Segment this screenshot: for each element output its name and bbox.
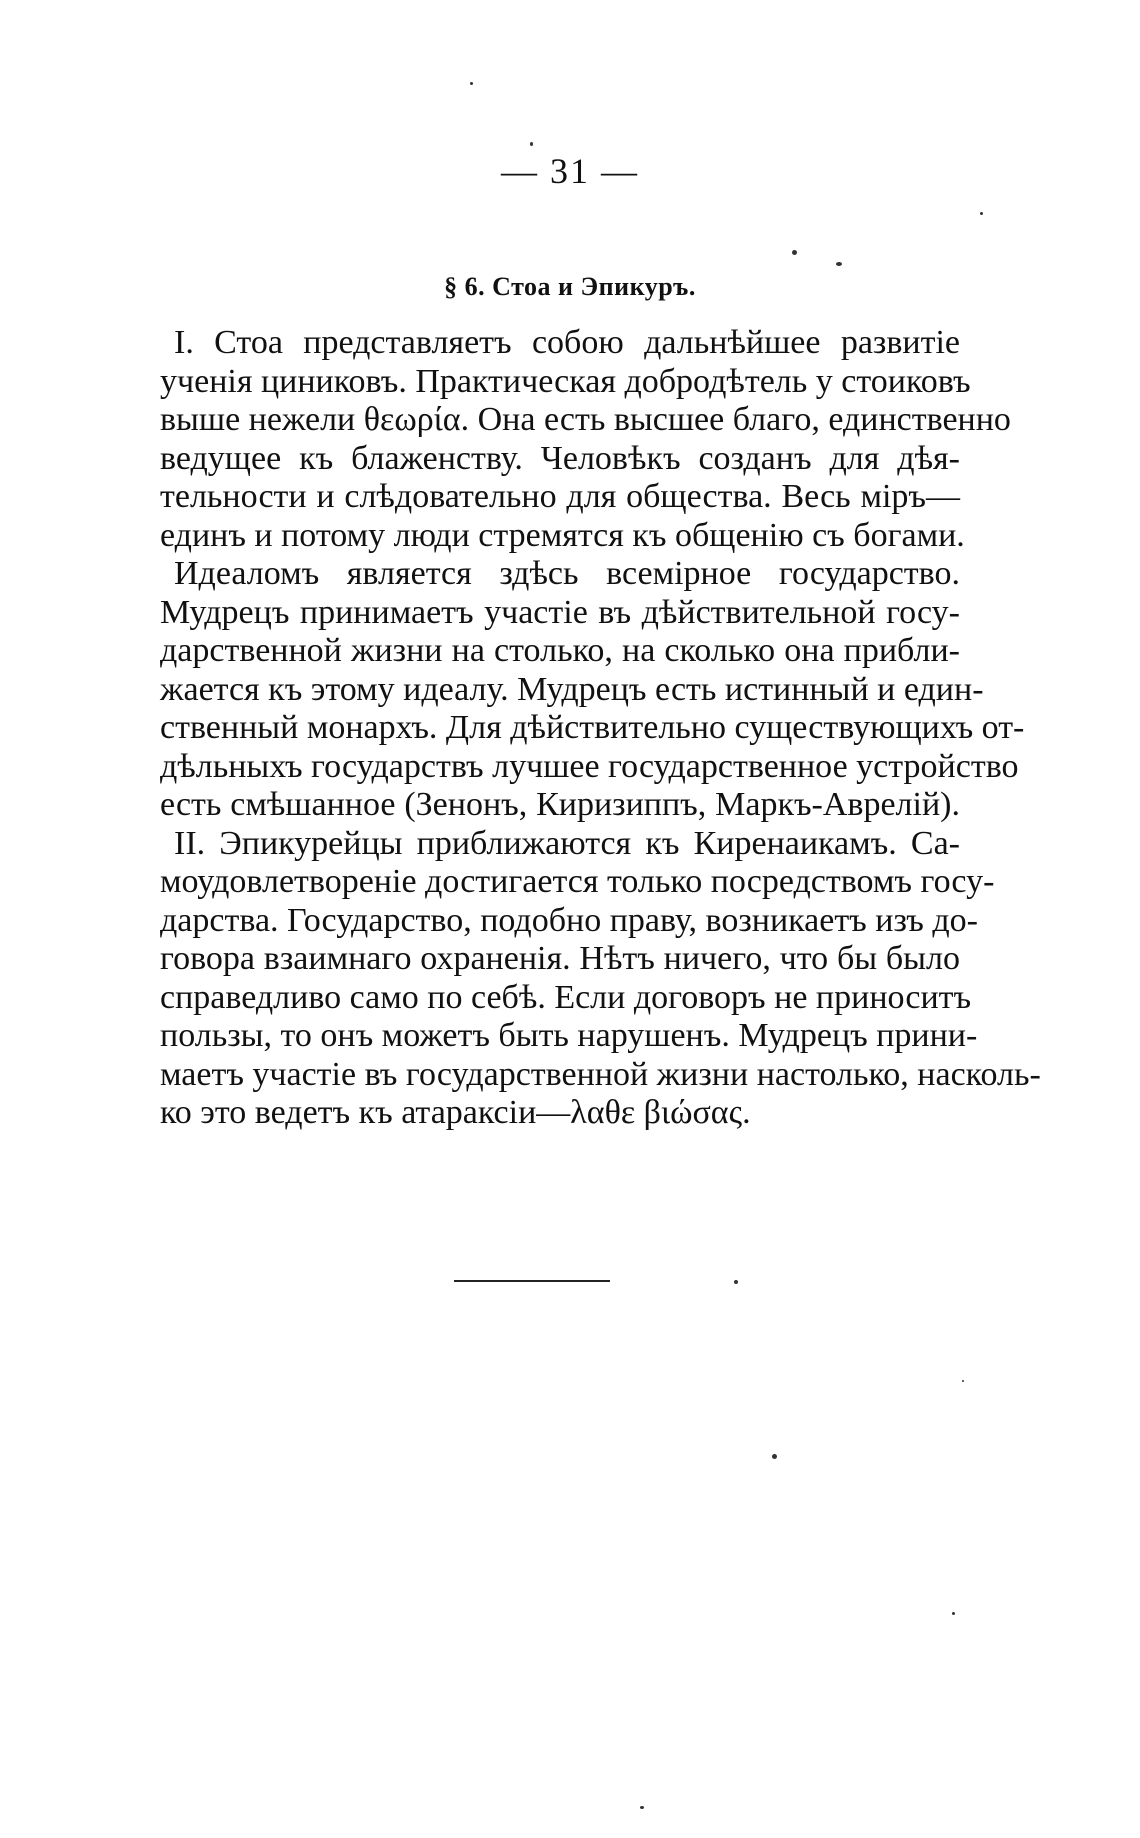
scan-speck — [470, 82, 473, 85]
text-line: маетъ участіе въ государственной жизни настолько, насколь- — [160, 1055, 1041, 1093]
text-line: дарства. Государство, подобно праву, возникаетъ изъ до- — [160, 901, 979, 939]
text-line: Идеаломъ является здѣсь всемірное государство. — [174, 555, 960, 592]
scan-speck — [962, 1380, 964, 1382]
text-line: II. Эпикурейцы приближаются къ Киренаикамъ. Са- — [174, 824, 960, 862]
text-line: справедливо само по себѣ. Если договоръ не приноситъ — [160, 978, 972, 1016]
text-line: дарственной жизни на столько, на сколько она прибли- — [160, 632, 960, 669]
text-line: есть смѣшанное (Зенонъ, Киризиппъ, Маркъ-Аврелій). — [160, 786, 960, 823]
scan-speck — [980, 212, 983, 215]
scan-speck — [772, 1454, 777, 1459]
text-line: моудовлетвореніе достигается только посредствомъ госу- — [160, 863, 995, 900]
text-line: жается къ этому идеалу. Мудрецъ есть истинный и един- — [160, 670, 984, 708]
scan-speck — [734, 1280, 738, 1284]
text-line: ко это ведетъ къ атараксіи—λαθε βιώσας. — [160, 1094, 751, 1131]
text-line: единъ и потому люди стремятся къ общенію съ богами. — [160, 516, 965, 554]
body-text — [160, 324, 1041, 1133]
text-line: говора взаимнаго охраненія. Нѣтъ ничего, что бы было — [160, 940, 960, 977]
text-line: ственный монархъ. Для дѣйствительно существующихъ от- — [160, 709, 1025, 746]
scan-speck — [640, 1806, 644, 1809]
scan-speck — [792, 250, 797, 255]
text-line: I. Стоа представляетъ собою дальнѣйшее развитіе — [174, 324, 960, 361]
scan-speck — [530, 142, 533, 146]
text-line: ученія циниковъ. Практическая добродѣтель у стоиковъ — [160, 362, 971, 400]
scan-speck — [952, 1612, 955, 1615]
text-line: дѣльныхъ государствъ лучшее государственное устройство — [160, 747, 1019, 785]
scan-speck — [836, 262, 842, 266]
section-heading: § 6. Стоа и Эпикуръ. — [444, 272, 696, 301]
text-line: ведущее къ блаженству. Человѣкъ созданъ для дѣя- — [160, 439, 960, 477]
text-line: выше нежели θεωρία. Она есть высшее благо, единственно — [160, 401, 1011, 438]
page-number: — 31 — — [501, 151, 639, 191]
text-line: тельности и слѣдовательно для общества. Весь міръ— — [160, 478, 960, 515]
section-separator-rule — [454, 1280, 610, 1282]
text-line: пользы, то онъ можетъ быть нарушенъ. Мудрецъ прини- — [160, 1017, 978, 1054]
text-line: Мудрецъ принимаетъ участіе въ дѣйствительной госу- — [160, 593, 960, 631]
